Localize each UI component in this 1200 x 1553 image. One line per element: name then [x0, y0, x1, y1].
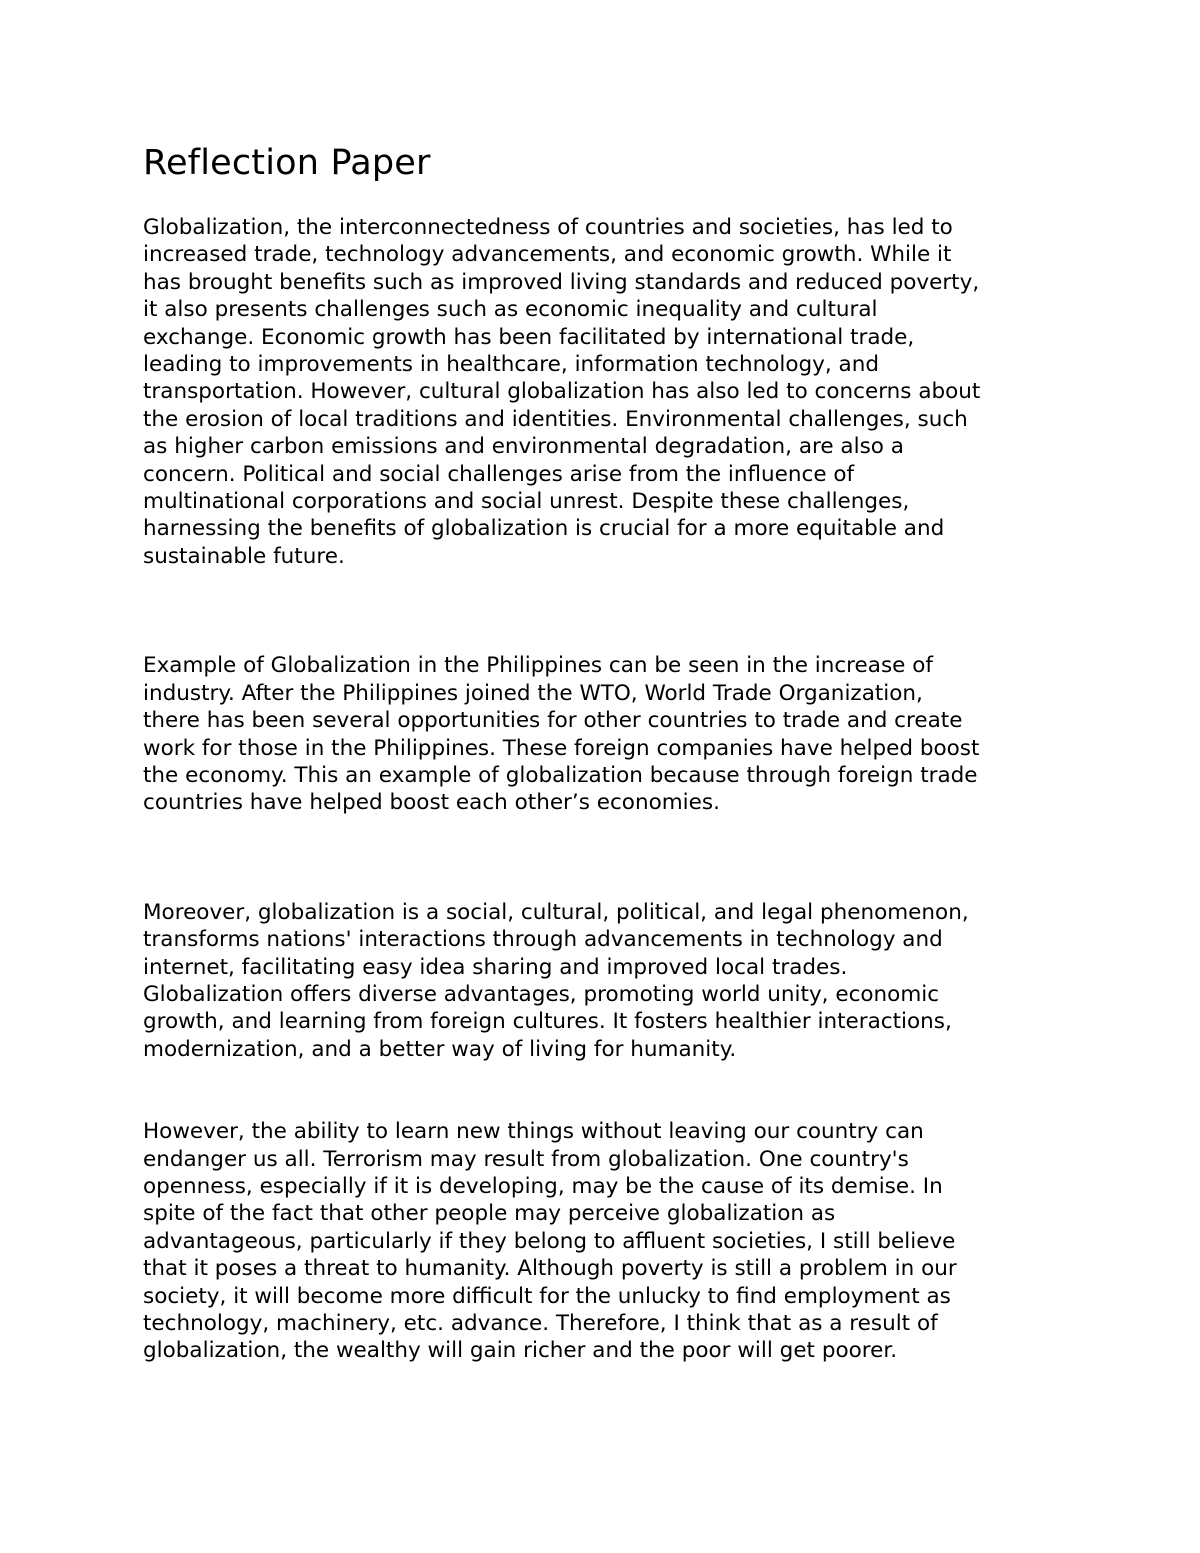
paragraph-globalization-overview: Globalization, the interconnectedness of countries and societies, has led to increased trade, technology advancements, and economic growth. While it has brought benefits such as improved living standards and reduced poverty, it also presents challenges such as economic inequality and cultural exchange. Economic growth has been facilitated by international trade, leading to improvements in healthcare, information technology, and transportation. However, cultural globalization has also led to concerns about the erosion of local traditions and identities. Environmental challenges, such as higher carbon emissions and environmental degradation, are also a concern. Political and social challenges arise from the influence of multinational corporations and social unrest. Despite these challenges, harnessing the benefits of globalization is crucial for a more equitable and sustainable future.: [143, 215, 981, 569]
page-title: Reflection Paper: [143, 143, 431, 183]
paragraph-philippines-example: Example of Globalization in the Philippines can be seen in the increase of industry. After the Philippines joined the WTO, World Trade Organization, there has been several opportunities for other countries to trade and create work for those in the Philippines. These foreign companies have helped boost the economy. This an example of globalization because through foreign trade countries have helped boost each other’s economies.: [143, 653, 980, 816]
document-body: [143, 140, 1063, 1365]
paragraph-globalization-advantages: Moreover, globalization is a social, cultural, political, and legal phenomenon, transforms nations' interactions through advancements in technology and internet, facilitating easy idea sharing and improved local trades. Globalization offers diverse advantages, promoting world unity, economic growth, and learning from foreign cultures. It fosters healthier interactions, modernization, and a better way of living for humanity.: [143, 899, 969, 1062]
paragraph-globalization-threats: However, the ability to learn new things without leaving our country can endanger us all. Terrorism may result from globalization. One country's openness, especially if it is developing, may be the cause of its demise. In spite of the fact that other people may perceive globalization as advantageous, particularly if they belong to affluent societies, I still believe that it poses a threat to humanity. Although poverty is still a problem in our society, it will become more difficult for the unlucky to find employment as technology, machinery, etc. advance. Therefore, I think that as a result of globalization, the wealthy will gain richer and the poor will get poorer.: [143, 1119, 957, 1364]
